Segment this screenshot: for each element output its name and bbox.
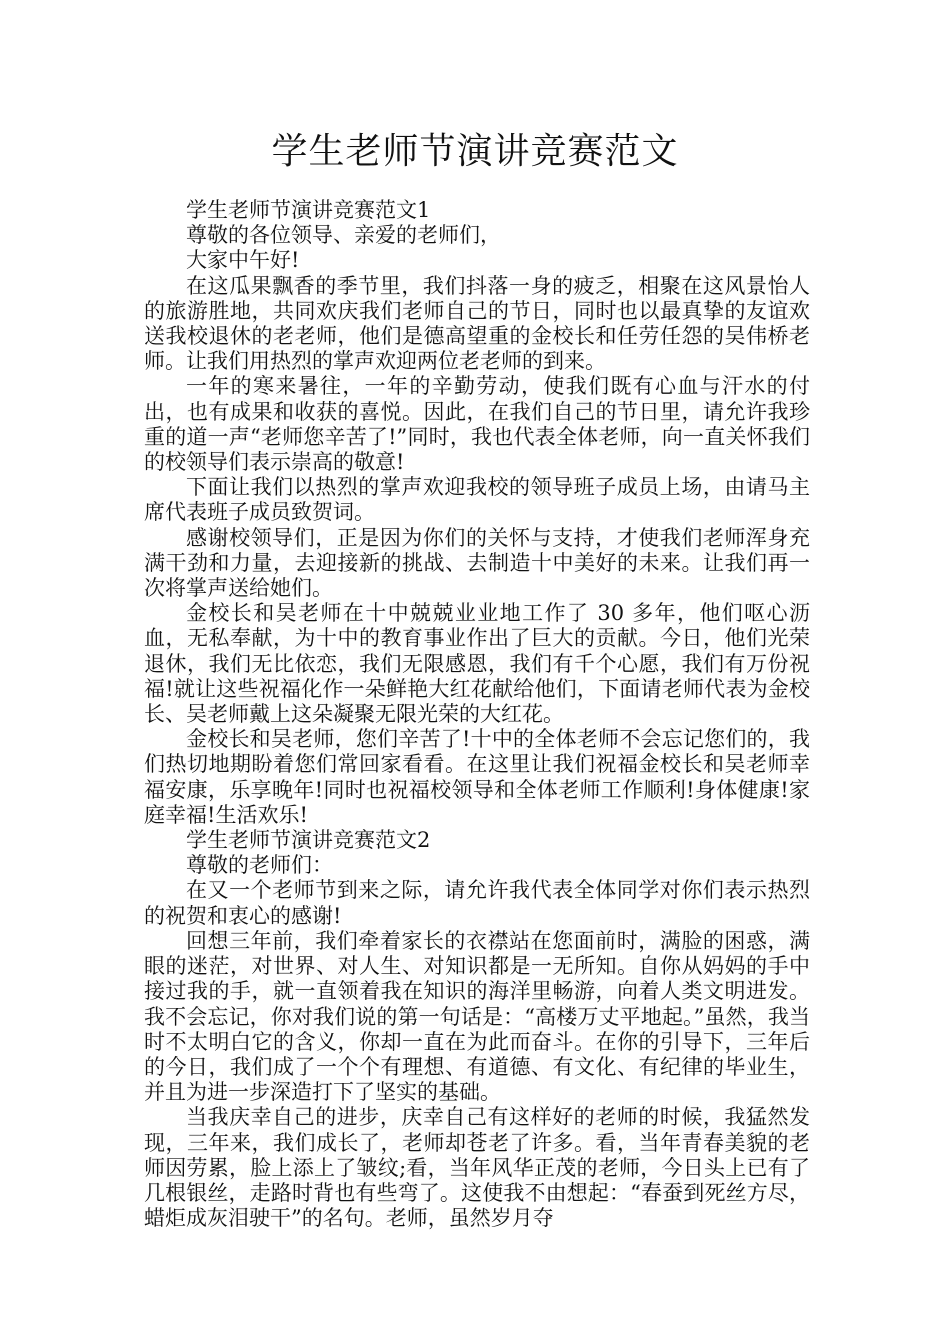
paragraph: 金校长和吴老师在十中兢兢业业地工作了 30 多年，他们呕心沥血，无私奉献，为十中的教育事业作出了巨大的贡献。今日，他们光荣退休，我们无比依恋，我们无限感恩，我们有千个心愿，我们有万份祝福!就让这些祝福化作一朵鲜艳大红花献给他们，下面请老师代表为金校长、吴老师戴上这朵凝聚无限光荣的大红花。: [144, 601, 810, 727]
paragraph: 在又一个老师节到来之际，请允许我代表全体同学对你们表示热烈的祝贺和衷心的感谢!: [144, 878, 810, 928]
paragraph: 学生老师节演讲竞赛范文1: [186, 198, 431, 222]
paragraph: 在这瓜果飘香的季节里，我们抖落一身的疲乏，相聚在这风景怡人的旅游胜地，共同欢庆我们老师自己的节日，同时也以最真挚的友谊欢送我校退休的老老师，他们是德高望重的金校长和任劳任怨的吴伟桥老师。让我们用热烈的掌声欢迎两位老老师的到来。: [144, 273, 810, 374]
paragraph: 金校长和吴老师，您们辛苦了!十中的全体老师不会忘记您们的，我们热切地期盼着您们常回家看看。在这里让我们祝福金校长和吴老师幸福安康，乐享晚年!同时也祝福校领导和全体老师工作顺利!身体健康!家庭幸福!生活欢乐!: [144, 727, 810, 827]
paragraph: 感谢校领导们，正是因为你们的关怀与支持，才使我们老师浑身充满干劲和力量，去迎接新的挑战、去制造十中美好的未来。让我们再一次将掌声送给她们。: [144, 525, 810, 601]
paragraph: 尊敬的各位领导、亲爱的老师们，: [186, 223, 501, 248]
paragraph: 学生老师节演讲竞赛范文2: [186, 828, 431, 853]
paragraph: 当我庆幸自己的进步，庆幸自己有这样好的老师的时候，我猛然发现，三年来，我们成长了，老师却苍老了许多。看，当年青春美貌的老师因劳累，脸上添上了皱纹;看，当年风华正茂的老师，今日头上已有了几根银丝，走路时背也有些弯了。这使我不由想起：“春蚕到死丝方尽，蜡炬成灰泪驶干”的名句。老师，虽然岁月夺: [144, 1105, 810, 1231]
paragraph: 大家中午好!: [186, 248, 300, 273]
document-body: [144, 198, 810, 1231]
paragraph: 下面让我们以热烈的掌声欢迎我校的领导班子成员上场，由请马主席代表班子成员致贺词。: [144, 475, 810, 525]
page-title: 学生老师节演讲竞赛范文: [271, 131, 679, 172]
paragraph: 一年的寒来暑往，一年的辛勤劳动，使我们既有心血与汗水的付出，也有成果和收获的喜悦。因此，在我们自己的节日里，请允许我珍重的道一声“老师您辛苦了!”同时，我也代表全体老师，向一直关怀我们的校领导们表示崇高的敬意!: [144, 374, 810, 475]
paragraph: 尊敬的老师们：: [186, 853, 333, 878]
paragraph: 回想三年前，我们牵着家长的衣襟站在您面前时，满脸的困惑，满眼的迷茫，对世界、对人生、对知识都是一无所知。自你从妈妈的手中接过我的手，就一直领着我在知识的海洋里畅游，向着人类文明进发。我不会忘记，你对我们说的第一句话是：“高楼万丈平地起。”虽然，我当时不太明白它的含义，你却一直在为此而奋斗。在你的引导下，三年后的今日，我们成了一个个有理想、有道德、有文化、有纪律的毕业生，并且为进一步深造打下了坚实的基础。: [144, 928, 810, 1105]
